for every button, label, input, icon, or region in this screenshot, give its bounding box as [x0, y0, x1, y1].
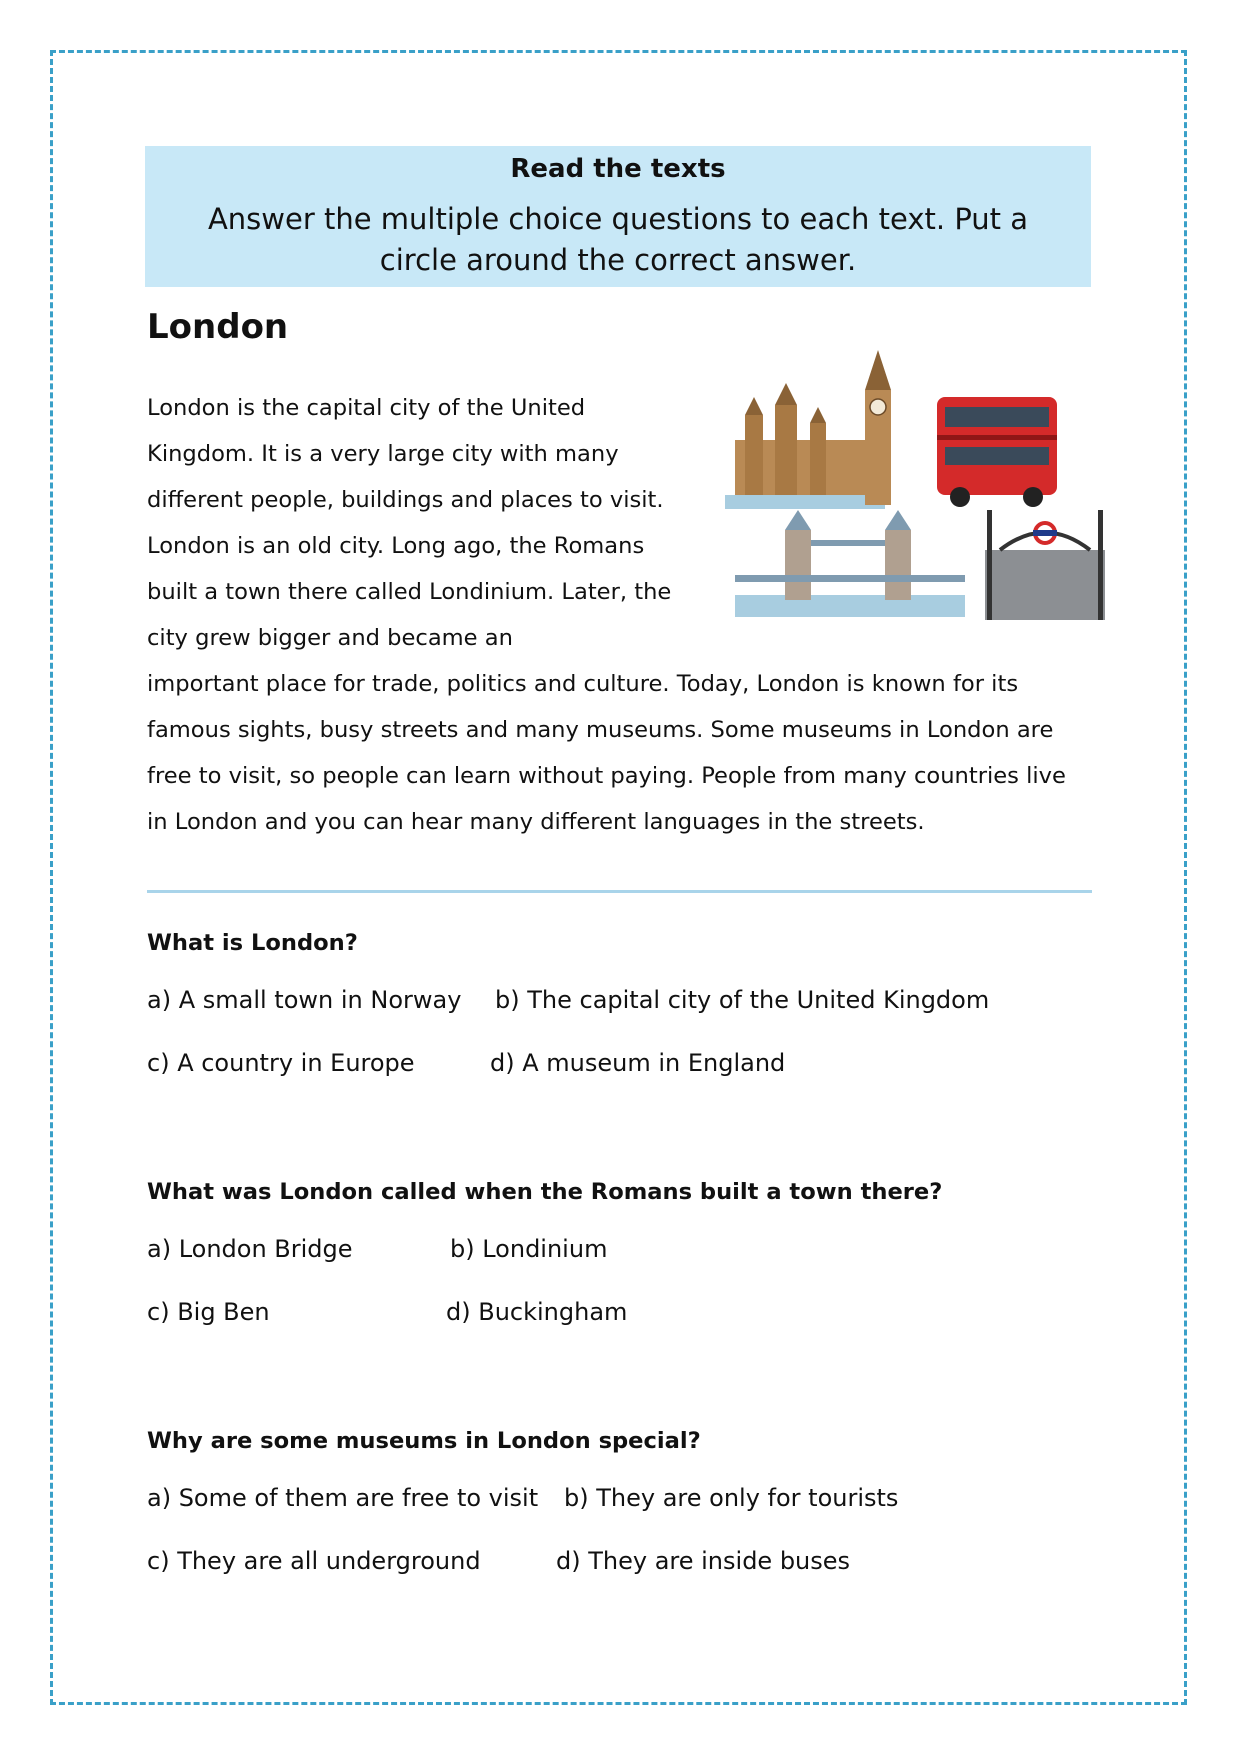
answer-option[interactable]: c) A country in Europe [147, 1049, 415, 1077]
question-2: What was London called when the Romans built a town there? [147, 1179, 943, 1205]
instructions-banner [145, 146, 1091, 287]
banner-instructions: Answer the multiple choice questions to each text. Put a circle around the correct answer. [207, 202, 1029, 277]
answer-option[interactable]: d) Buckingham [446, 1298, 628, 1326]
answer-option[interactable]: c) They are all underground [147, 1547, 481, 1575]
answer-option[interactable]: b) They are only for tourists [564, 1484, 899, 1512]
page-border [50, 50, 1187, 1705]
question-1: What is London? [147, 930, 358, 956]
answer-option[interactable]: b) The capital city of the United Kingdom [495, 986, 990, 1014]
answer-option[interactable]: c) Big Ben [147, 1298, 270, 1326]
question-3: Why are some museums in London special? [147, 1428, 701, 1454]
answer-option[interactable]: a) London Bridge [147, 1235, 353, 1263]
reading-passage [147, 385, 1092, 845]
section-divider [147, 890, 1092, 893]
answer-option[interactable]: d) A museum in England [490, 1049, 786, 1077]
section-heading: London [147, 307, 289, 347]
answer-option[interactable]: a) A small town in Norway [147, 986, 462, 1014]
passage-part-full-width: important place for trade, politics and culture. Today, London is known for its famous sights, busy streets and many museums. Some museums in London are free to visit, so people can learn without paying. People from many countries live in London and you can hear many different languages in the streets. [147, 671, 1066, 835]
banner-title: Read the texts [510, 154, 726, 184]
answer-option[interactable]: a) Some of them are free to visit [147, 1484, 539, 1512]
answer-option[interactable]: b) Londinium [450, 1235, 608, 1263]
answer-option[interactable]: d) They are inside buses [556, 1547, 851, 1575]
passage-part-beside-image: London is the capital city of the United Kingdom. It is a very large city with many different people, buildings and places to visit. London is an old city. Long ago, the Romans built a town there called Londinium. Later, the city grew bigger and became an [147, 395, 672, 651]
